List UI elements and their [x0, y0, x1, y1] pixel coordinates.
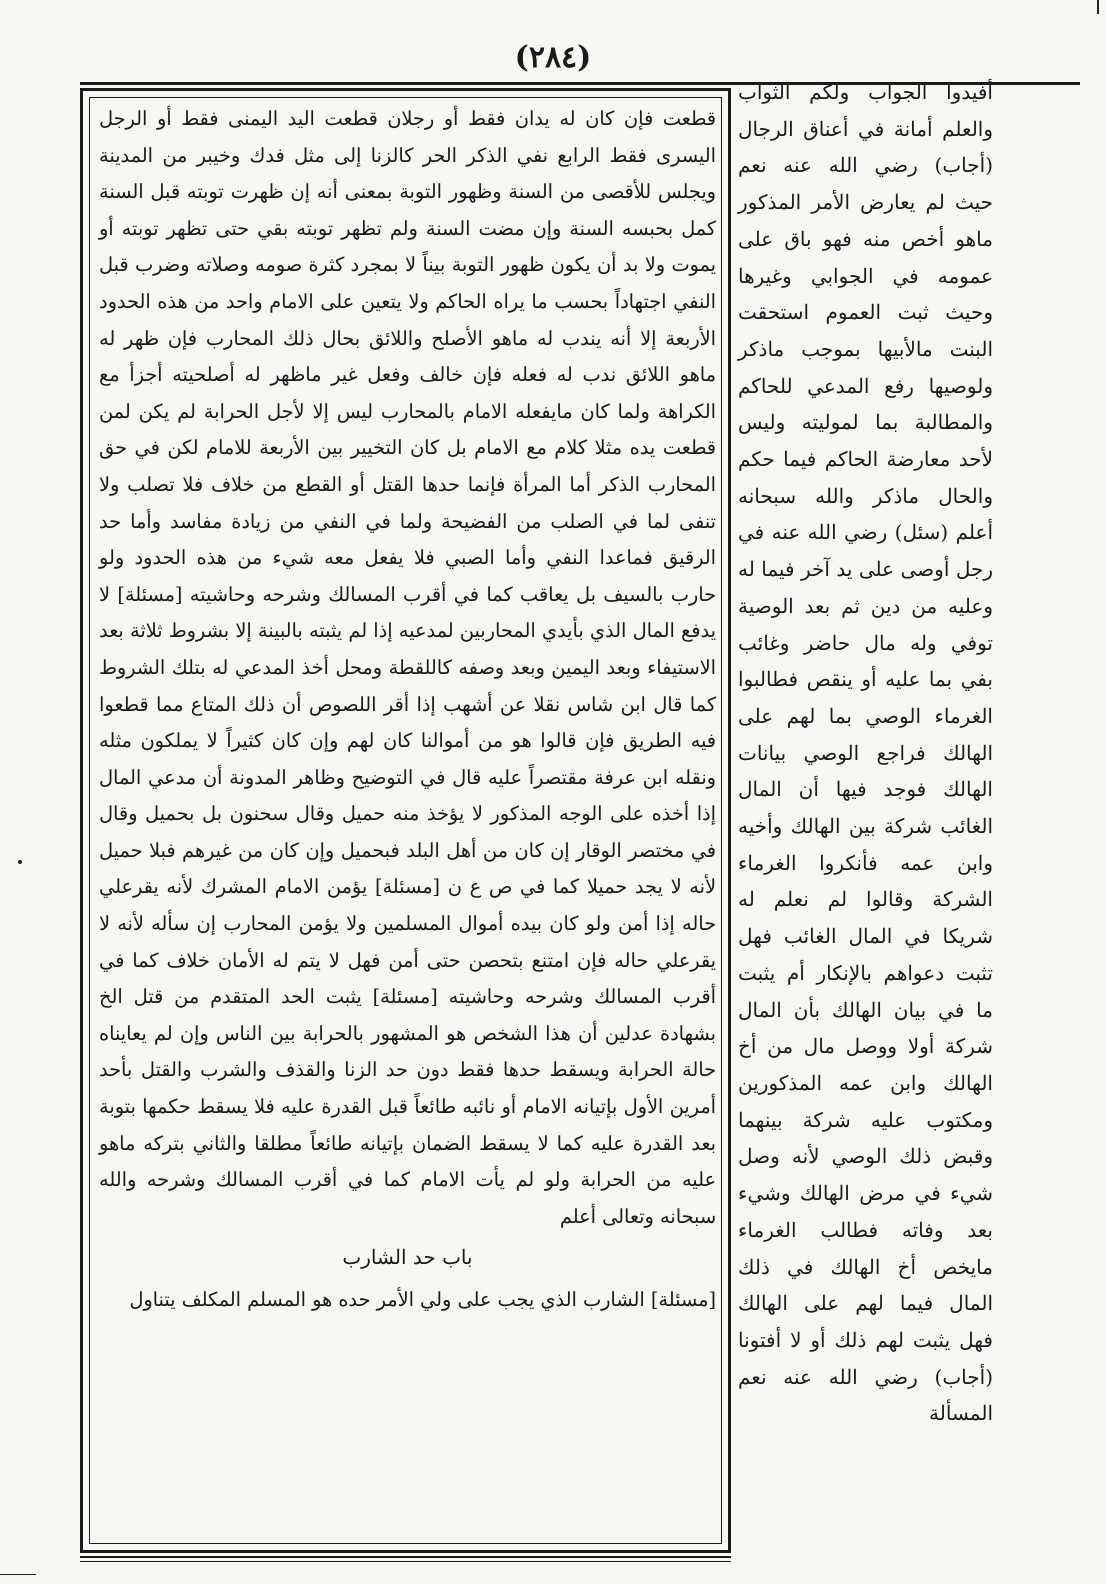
- side-paragraph: أفيدوا الجواب ولكم الثواب والعلم أمانة في أعناق الرجال (أجاب) رضي الله عنه نعم حيث لم يعارض الأمر المذكور ماهو أخص منه فهو باق على عمومه في الجوابي وغيرها وحيث ثبت العموم استحقت البنت مالأبيها بموجب ماذكر ولوصيها رفع المدعي للحاكم والمطالبة بما لموليته وليس لأحد معارضة الحاكم فيما حكم والحال ماذكر والله سبحانه أعلم (سئل) رضي الله عنه في رجل أوصى على يد آخر فيما له وعليه من دين ثم بعد الوصية توفي وله مال حاضر وغائب بفي بما عليه أو ينقص فطالبوا الغرماء الوصي بما لهم على الهالك فراجع الوصي بيانات الهالك فوجد فيها أن المال الغائب شركة بين الهالك وأخيه وابن عمه فأنكروا الغرماء الشركة وقالوا لم نعلم له شريكا في المال الغائب فهل تثبت دعواهم بالإنكار أم يثبت ما في بيان الهالك بأن المال شركة أولا ووصل مال من أخ الهالك وابن عمه المذكورين ومكتوب عليه شركة بينهما وقبض ذلك الوصي لأنه وصل شيء في مرض الهالك وشيء بعد وفاته فطالب الغرماء مايخص أخ الهالك في ذلك المال فيما لهم على الهالك فهل يثبت لهم ذلك أو لا أفتونا (أجاب) رضي الله عنه نعم المسألة: [738, 80, 993, 1426]
- main-text-frame: [80, 88, 731, 1553]
- page-edge-mark: [1097, 0, 1099, 14]
- page-edge-mark-bottom: [0, 1574, 36, 1575]
- page-speck: [18, 860, 22, 864]
- bottom-rule: [80, 1556, 731, 1558]
- side-commentary-column: [738, 74, 993, 1432]
- bottom-rule-inner: [80, 1561, 731, 1562]
- section-title: باب حد الشارب: [342, 1245, 473, 1270]
- page-number: (٢٨٤): [514, 40, 592, 75]
- main-closing-paragraph: [مسئلة] الشارب الذي يجب على ولي الأمر حده هو المسلم المكلف يتناول: [129, 1288, 716, 1311]
- main-text-body: [99, 101, 716, 1319]
- main-paragraph: قطعت فإن كان له يدان فقط أو رجلان قطعت اليد اليمنى فقط أو الرجل اليسرى فقط الرابع نفي الذكر الحر كالزنا إلى مثل فدك وخيبر من المدينة ويجلس للأقصى من السنة وظهور التوبة بمعنى أنه إن ظهرت توبته قبل السنة كمل بحبسه السنة وإن مضت السنة ولم تظهر توبته بقي حتى تظهر توبته أو يموت ولا بد أن يكون ظهور التوبة بيناً لا بمجرد كثرة صومه وصلاته وضرب قبل النفي اجتهاداً بحسب ما يراه الحاكم ولا يتعين على الامام واحد من هذه الحدود الأربعة إلا أنه يندب له ماهو الأصلح واللائق بحال ذلك المحارب فإن ظهر له ماهو اللائق ندب له فعله فإن خالف وفعل غير ماظهر له أصلحيته أجزأ مع الكراهة ولما كان مايفعله الامام بالمحارب ليس إلا لأجل الحرابة لم يكن لمن قطعت يده مثلا كلام مع الامام بل كان التخيير بين الأربعة للامام لكن في حق المحارب الذكر أما المرأة فإنما حدها القتل أو القطع من خلاف فلا تصلب ولا تنفى لما في الصلب من الفضيحة ولما في النفي من زيادة مفاسد وأما حد الرقيق فماعدا النفي وأما الصبي فلا يفعل معه شيء من هذه الحدود ولو حارب بالسيف بل يعاقب كما في أقرب المسالك وشرحه وحاشيته [مسئلة] لا يدفع المال الذي بأيدي المحاربين لمدعيه إذا لم يثبته بالبينة إلا بشروط ثلاثة بعد الاستيفاء وبعد اليمين وبعد وصفه كاللقطة ومحل أخذ المدعي له بتلك الشروط كما قال ابن شاس نقلا عن أشهب إذا أقر اللصوص أن ذلك المتاع مما قطعوا فيه الطريق فإن قالوا هو من أموالنا كان لهم وإن كان كثيراً لا يملكون مثله ونقله ابن عرفة مقتصراً عليه قال في التوضيح وظاهر المدونة أن مدعي المال إذا أخذه على الوجه المذكور لا يؤخذ منه حميل وقال سحنون بل بحميل وقال في مختصر الوقار إن كان من أهل البلد فبحميل وإن كان من غيرهم فبلا حميل لأنه لا يجد حميلا كما في ص ع ن [مسئلة] يؤمن الامام المشرك لأنه يقرعلي حاله إذا أمن ولو كان بيده أموال المسلمين ولا يؤمن المحارب إن سأله لأنه لا يقرعلي حاله فإن امتنع بتحصن حتى أمن فهل لا يتم له الأمان خلاف كما في أقرب المسالك وشرحه وحاشيته [مسئلة] يثبت الحد المتقدم من قتل الخ بشهادة عدلين أن هذا الشخص هو المشهور بالحرابة بين الناس وإن لم يعايناه حالة الحرابة ويسقط حدها فقط دون حد الزنا والقذف والشرب والقتل بأحد أمرين الأول بإتيانه الامام أو نائبه طائعاً قبل القدرة عليه فلا يسقط حكمها بتوبة بعد القدرة عليه كما لا يسقط الضمان بإتيانه طائعاً مطلقا والثاني بتركه ماهو عليه من الحرابة ولو لم يأت الامام كما في أقرب المسالك وشرحه والله سبحانه وتعالى أعلم: [99, 107, 716, 1228]
